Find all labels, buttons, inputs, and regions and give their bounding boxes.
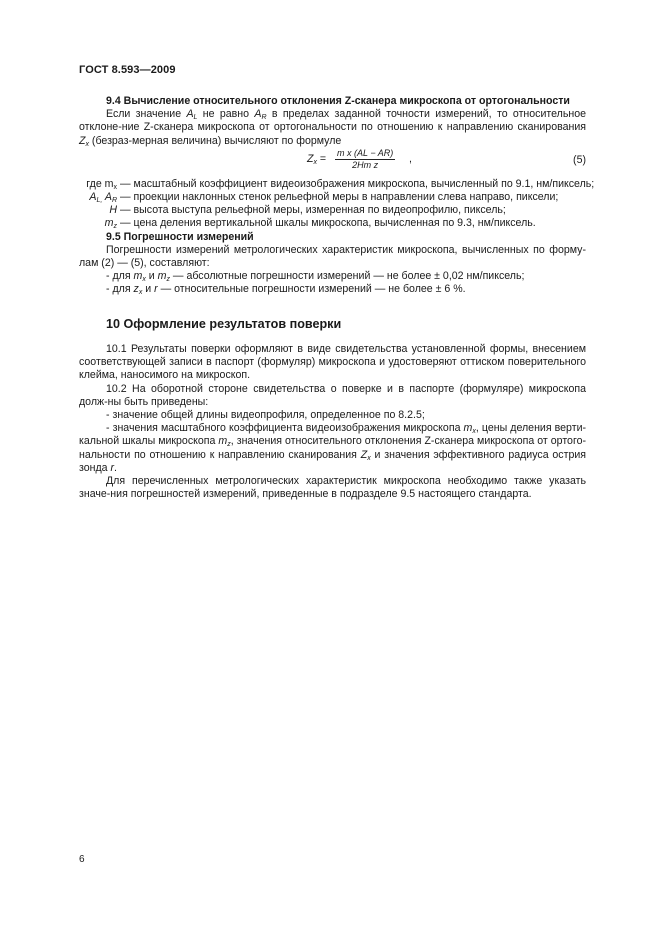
definition-mx: где $m_x$ — масштабный коэффициент видеоизображения микроскопа, вычисленный по 9.1, нм/пиксель;	[86, 177, 595, 191]
section-9-5-paragraph: Погрешности измерений метрологических характеристик микроскопа, вычисленных по форму-лам (2) — (5), составляют:	[79, 243, 586, 269]
formula-comma: ,	[409, 152, 412, 165]
section-10-title: 10 Оформление результатов поверки	[106, 317, 342, 331]
section-10-2-paragraph: 10.2 На оборотной стороне свидетельства о поверке и в паспорте (формуляре) микроскопа долж-ны быть приведены:	[79, 382, 586, 408]
definition-h: H — высота выступа рельефной меры, измеренная по видеопрофилю, пиксель;	[109, 204, 506, 217]
definition-mz: $m_z$ — цена деления вертикальной шкалы микроскопа, вычисленная по 9.3, нм/пиксель.	[104, 217, 536, 231]
definitions-list	[79, 177, 595, 231]
section-9-5-item-1: - для $m_x$ и $m_z$ — абсолютные погрешности измерений — не более ± 0,02 нм/пиксель;	[106, 270, 525, 284]
page-number: 6	[79, 854, 85, 865]
section-10-1-paragraph: 10.1 Результаты поверки оформляют в виде свидетельства установленной формы, внесением соответствующей записи в паспорт (формуляр) микроскопа и удостоверяют оттиском поверительного клейма, наносимого на микроскоп.	[79, 343, 586, 382]
formula-lhs: $Z_x$ =	[307, 152, 327, 166]
document-header: ГОСТ 8.593—2009	[79, 64, 176, 76]
section-9-4-title: 9.4 Вычисление относительного отклонения Z-сканера микроскопа от ортогональности	[106, 95, 570, 107]
section-10-body	[79, 343, 586, 501]
formula-numerator: m x (AL − AR)	[337, 147, 394, 158]
section-10-2-item-2: - значения масштабного коэффициента видеоизображения микроскопа $m_x$, цены деления верти-кальной шкалы микроскопа $m_z$, значения относительного отклонения Z-сканера микроскопа от ортого-нальности по отношению к направлению сканирования $Z_x$ и значения эффективного радиуса острия зонда r.	[79, 422, 587, 474]
section-10-2-item-1: - значение общей длины видеопрофиля, определенное по 8.2.5;	[106, 409, 425, 422]
section-10-closing-paragraph: Для перечисленных метрологических характеристик микроскопа необходимо также указать значе-ния погрешностей измерений, приведенные в подразделе 9.5 настоящего стандарта.	[79, 475, 586, 501]
section-9-5-title: 9.5 Погрешности измерений	[106, 230, 254, 243]
section-9-5-item-2: - для $z_x$ и r — относительные погрешности измерений — не более ± 6 %.	[106, 283, 466, 297]
section-10	[79, 317, 586, 332]
formula-number: (5)	[573, 153, 586, 166]
section-9-4-paragraph: Если значение $A_L$ не равно $A_R$ в пределах заданной точности измерений, то относительное отклоне-ние Z-сканера микроскопа от ортогональности по отношению к направлению сканирования $Z_x$ (безраз-мерная величина) вычисляют по формуле	[79, 108, 586, 148]
formula-fraction	[335, 148, 395, 171]
formula-denominator: 2Hm z	[352, 159, 379, 170]
section-9-4	[79, 95, 595, 297]
formula-5	[79, 148, 586, 178]
definition-al-ar: $A_{L,}$ $A_R$ — проекции наклонных стенок рельефной меры в направлении слева направо, пиксели;	[89, 191, 559, 204]
